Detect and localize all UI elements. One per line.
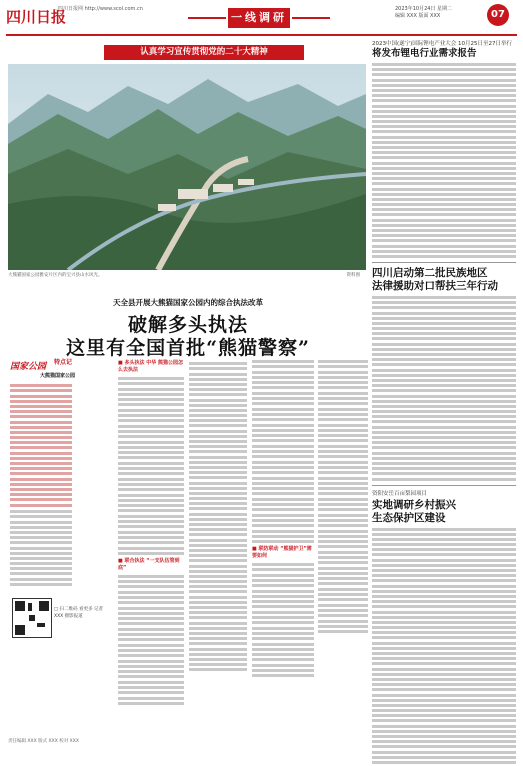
story2-title-line2: 法律援助对口帮扶三年行动	[372, 279, 498, 292]
section-head-2: ■ 联合执法 “一支队伍管到底”	[118, 557, 180, 571]
right-column	[372, 40, 516, 766]
story3-title-line2: 生态保护区建设	[372, 511, 446, 524]
page-number-badge: 07	[487, 4, 509, 26]
photo-credit: 资料图	[346, 273, 360, 278]
column-body	[10, 508, 72, 588]
header-rule	[6, 34, 517, 36]
article-col-1	[118, 357, 184, 707]
editor-text: 编辑 XXX 版面 XXX	[395, 13, 441, 19]
qr-caption: □ 扫二维码 看更多 记者 XXX 摄影报道	[54, 607, 104, 619]
story1-kicker: 2023中国(遂宁)国际锂电产业大会 10月25日至27日举行	[372, 41, 513, 47]
section-head-1: ■ 多头执法 中华 熊猫公园怎么去执法	[118, 360, 183, 373]
date-text: 2023年10月24日 星期二	[395, 6, 453, 12]
page-footer: 责任编辑 XXX 版式 XXX 校对 XXX	[8, 739, 79, 744]
story3-body	[372, 528, 516, 764]
story1-body	[372, 63, 516, 258]
article-subhead: 天全县开展大熊猫国家公园内的综合执法改革	[113, 298, 263, 307]
story2-body	[372, 296, 516, 481]
column-intro	[10, 382, 72, 509]
story3-kicker: 资阳安岳百亩梨园项目	[372, 490, 428, 497]
section-banner: 一线调研	[228, 8, 290, 28]
article-col-2	[189, 360, 247, 673]
story2-title-line1: 四川启动第二批民族地区	[372, 266, 488, 279]
section-head-3: ■ 联防联动 “熊猫护卫”需要如何	[252, 546, 312, 560]
headline-line2: 这里有全国首批“熊猫警察”	[66, 337, 310, 359]
story-divider	[372, 262, 516, 263]
photo-caption	[8, 272, 366, 278]
slogan-banner: 认真学习宣传贯彻党的二十大精神	[104, 45, 304, 60]
landscape-photo	[8, 64, 366, 270]
headline-line1: 破解多头执法	[127, 314, 248, 336]
masthead	[0, 0, 523, 38]
article-col-3	[252, 357, 314, 680]
column-title: 国家公园	[10, 362, 47, 372]
story1-title: 将发布锂电行业需求报告	[372, 48, 477, 59]
logo-subtext: 四川日报网 http://www.scol.com.cn	[58, 6, 143, 12]
article-col-4	[318, 357, 368, 635]
column-logo	[10, 354, 76, 379]
qr-code[interactable]	[12, 598, 52, 638]
story3-title-line1: 实地调研乡村振兴	[372, 498, 456, 511]
column-subtitle: 大熊猫国家公园	[40, 373, 76, 379]
column-title-2: 特点记	[54, 359, 73, 366]
story-divider	[372, 485, 516, 486]
caption-text: 大熊猫国家公园雅安片区内的宝兴县山水风光。	[8, 273, 103, 278]
date-block	[395, 6, 452, 20]
newspaper-logo: 四川日报	[6, 8, 67, 26]
